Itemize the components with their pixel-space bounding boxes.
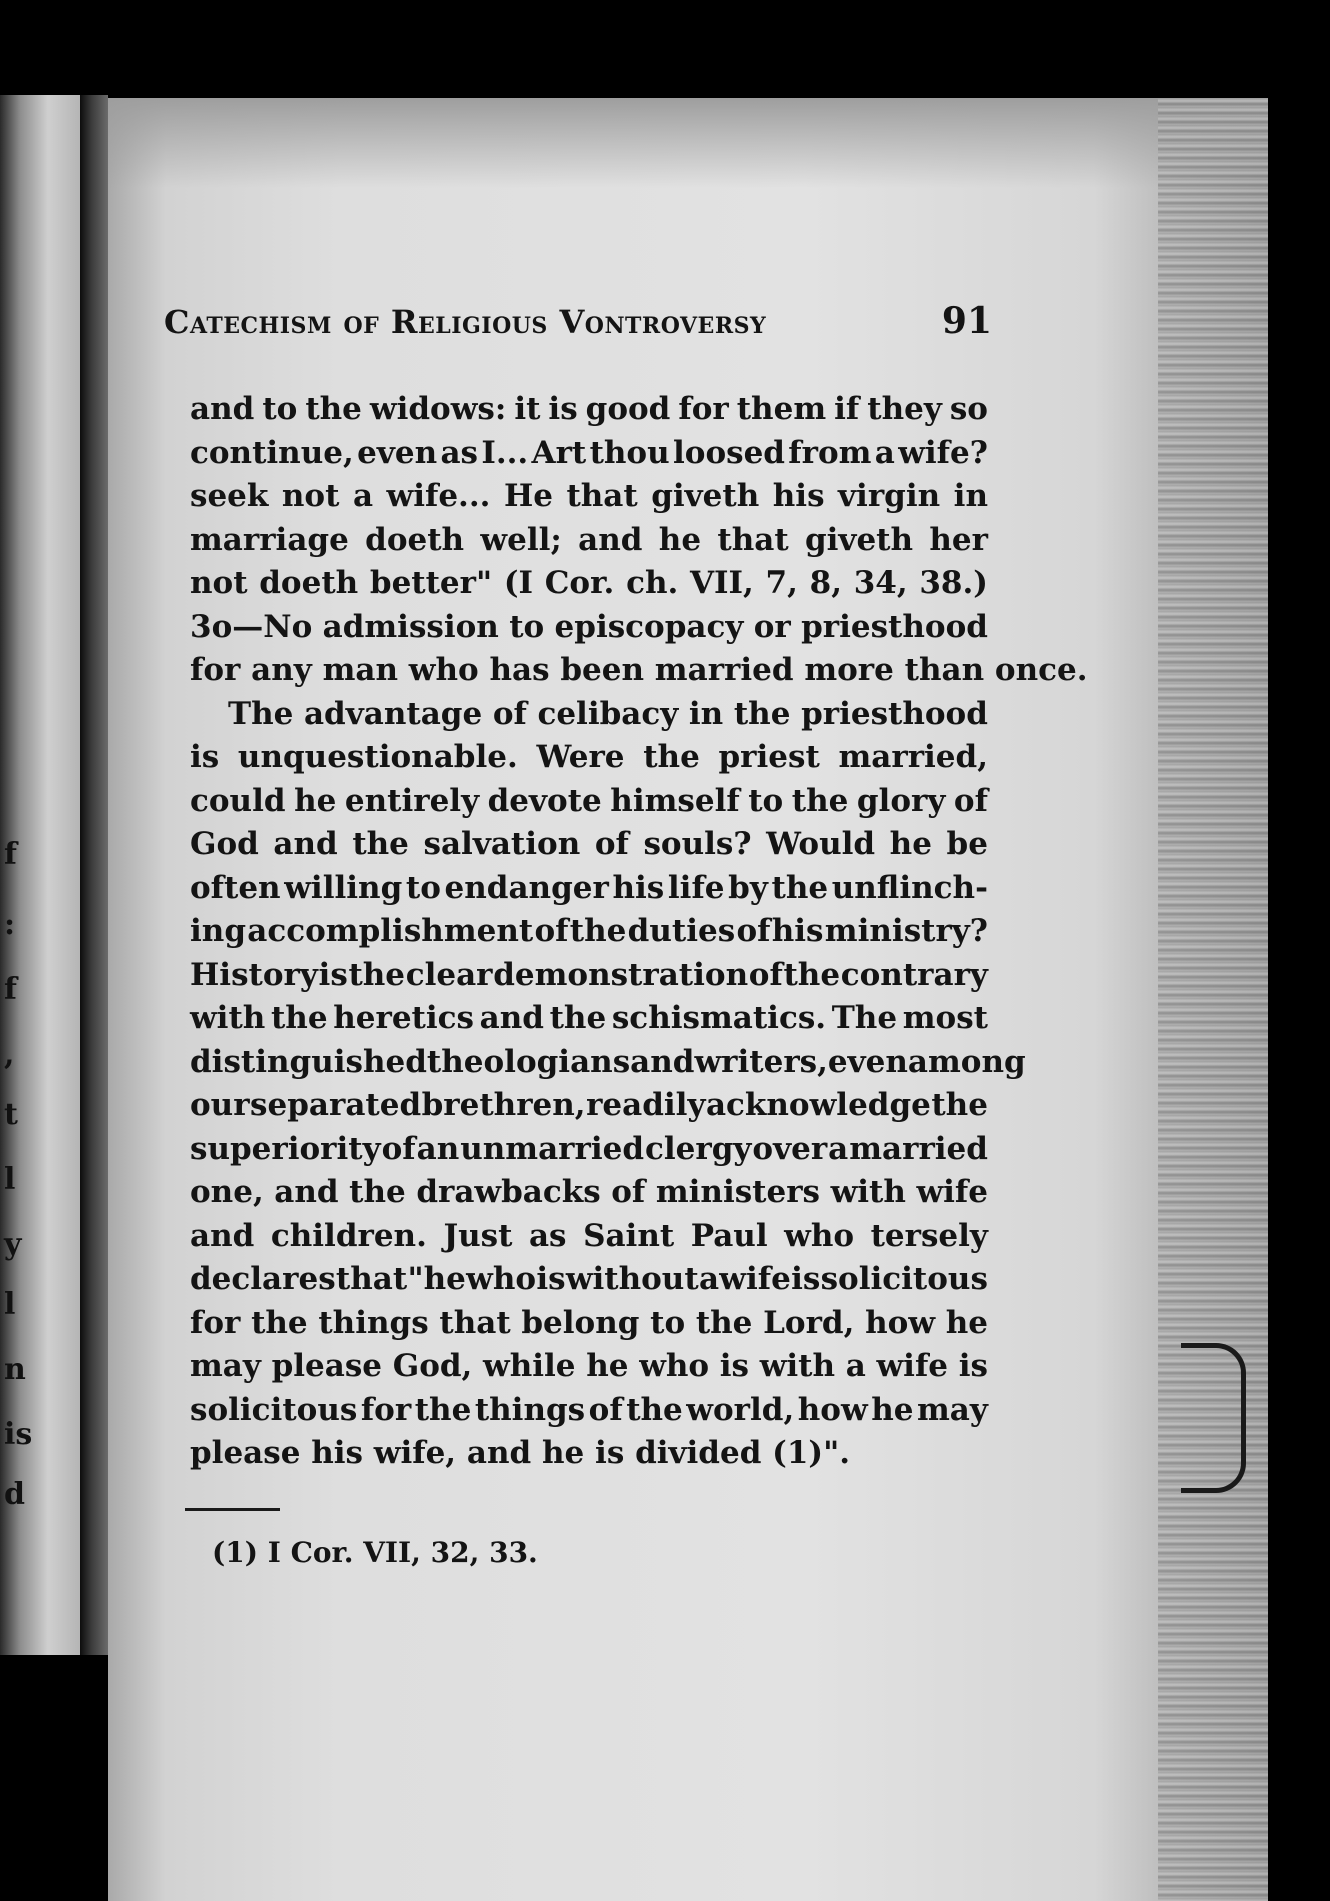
word: with: [830, 1174, 906, 1210]
left-page-letter: f: [4, 837, 17, 872]
word: 7,: [765, 565, 798, 601]
word: he: [871, 1391, 914, 1428]
word: souls?: [643, 826, 752, 862]
word: ch.: [626, 565, 679, 601]
word: Paul: [690, 1217, 768, 1254]
text-line: [190, 1258, 988, 1302]
word: writers,: [694, 1043, 828, 1080]
word: in: [953, 478, 988, 514]
word: entirely: [344, 782, 480, 819]
word: often: [190, 869, 281, 906]
word: and: [479, 1000, 544, 1036]
text-line: [190, 1302, 988, 1346]
word: to: [262, 391, 298, 427]
word: of: [736, 913, 771, 949]
word: willing: [284, 869, 403, 906]
word: readily: [586, 1087, 706, 1123]
word: priesthood: [801, 695, 988, 732]
left-page-letter: ,: [4, 1037, 15, 1072]
word: wife: [876, 1348, 949, 1384]
word: they: [867, 391, 942, 427]
word: who: [639, 1348, 710, 1384]
word: solicitous: [190, 1391, 358, 1428]
word: is: [190, 739, 220, 775]
word: devote: [487, 782, 602, 819]
text-line: [190, 910, 988, 954]
word: that: [439, 1304, 511, 1341]
left-page-letter: t: [4, 1097, 18, 1132]
word: the: [270, 1000, 328, 1036]
word: with: [759, 1348, 836, 1384]
word: thou: [589, 434, 670, 471]
word: how: [797, 1391, 868, 1428]
text-line: [190, 388, 988, 432]
word: of: [953, 782, 988, 819]
text-line: [190, 432, 988, 476]
word: things: [318, 1304, 429, 1341]
word: unquestionable.: [237, 739, 518, 775]
word: for: [360, 1391, 412, 1428]
word: so: [949, 391, 988, 427]
word: or: [753, 608, 791, 645]
text-line: [190, 562, 988, 606]
footnote-rule: [185, 1508, 280, 1511]
word: he: [889, 826, 932, 862]
page-number: 91: [941, 300, 992, 342]
word: giveth: [651, 478, 760, 514]
word: and: [274, 1174, 339, 1210]
text-line: [190, 1345, 988, 1389]
word: priesthood: [801, 608, 988, 645]
text-line: [190, 1041, 1026, 1085]
text-line: [190, 693, 988, 737]
word: the: [931, 1087, 988, 1123]
word: heretics: [333, 1000, 474, 1036]
word: virgin: [838, 478, 941, 514]
word: who: [466, 1261, 537, 1297]
word: he: [294, 782, 337, 819]
paragraph-1: [190, 388, 1088, 693]
left-page-letter: :: [4, 907, 16, 942]
word: his: [771, 913, 824, 949]
word: a: [352, 478, 374, 514]
word: I...: [481, 434, 529, 471]
word: continue,: [190, 434, 354, 471]
word: most: [902, 1000, 988, 1036]
word: to: [748, 782, 784, 819]
word: be: [946, 826, 988, 862]
word: Just: [443, 1217, 513, 1254]
word: of: [748, 956, 783, 993]
word: married: [849, 1130, 988, 1167]
word: Cor.: [544, 565, 615, 601]
word: without: [565, 1261, 699, 1297]
word: could: [190, 782, 286, 819]
word: loosed: [672, 434, 785, 471]
word: the: [626, 1391, 683, 1428]
word: from: [788, 434, 872, 471]
word: the: [643, 739, 700, 775]
word: married,: [838, 739, 988, 775]
word: unmarried: [460, 1130, 645, 1167]
word: is: [958, 1348, 988, 1384]
left-page-letter: n: [4, 1352, 26, 1387]
word: doeth: [365, 521, 465, 558]
word: solicitous: [820, 1261, 988, 1297]
word: clergy: [645, 1130, 752, 1167]
paragraph-2: [190, 693, 1026, 1476]
text-line: [190, 997, 988, 1041]
word: by: [728, 869, 768, 906]
word: The: [228, 695, 294, 732]
word: to: [405, 869, 441, 906]
word: of: [588, 1391, 623, 1428]
line-text: please his wife, and he is divided (1)".: [190, 1435, 851, 1471]
word: wife: [719, 1261, 791, 1297]
word: an: [416, 1130, 460, 1167]
text-line: [190, 780, 988, 824]
text-line: [190, 736, 988, 780]
word: please: [271, 1348, 383, 1384]
left-page-letter: l: [4, 1287, 16, 1322]
footnote: (1) I Cor. VII, 32, 33.: [212, 1536, 538, 1569]
line-text: for any man who has been married more than once.: [190, 652, 1088, 688]
text-line: [190, 1389, 988, 1433]
left-page-letter: is: [4, 1417, 33, 1452]
word: the: [251, 1304, 308, 1341]
word: may: [916, 1391, 988, 1428]
text-line: [190, 1084, 988, 1128]
left-page-letter: l: [4, 1162, 16, 1197]
word: VII,: [689, 565, 754, 601]
word: the: [352, 826, 409, 862]
text-line: [190, 1432, 988, 1476]
word: 38.): [919, 565, 988, 601]
word: life: [667, 869, 725, 906]
word: of: [611, 1174, 646, 1210]
word: is: [536, 1261, 566, 1297]
word: is: [318, 956, 348, 993]
word: glory: [856, 782, 946, 819]
word: the: [791, 782, 849, 819]
word: things: [474, 1391, 586, 1428]
word: a: [874, 434, 895, 471]
word: acknowledge: [705, 1087, 931, 1123]
word: 3o—No: [190, 608, 313, 645]
word: separated: [250, 1087, 422, 1123]
word: a: [845, 1348, 866, 1384]
word: is: [791, 1261, 821, 1297]
word: the: [549, 1000, 607, 1036]
word: schismatics.: [611, 1000, 827, 1036]
word: 8,: [809, 565, 842, 601]
word: the: [349, 1174, 406, 1210]
word: demonstration: [493, 956, 749, 993]
word: one,: [190, 1174, 264, 1210]
word: as: [440, 434, 478, 471]
word: Art: [531, 434, 587, 471]
word: widows:: [369, 391, 507, 427]
word: accomplishment: [247, 913, 534, 949]
word: not: [190, 565, 248, 601]
word: that: [717, 521, 789, 558]
word: while: [483, 1348, 576, 1384]
word: to: [650, 1304, 686, 1341]
word: "he: [407, 1261, 466, 1297]
book-gutter: [80, 95, 108, 1655]
word: of: [534, 913, 569, 949]
word: better": [369, 565, 493, 601]
word: as: [528, 1217, 567, 1254]
word: The: [831, 1000, 898, 1036]
text-line: [190, 606, 988, 650]
word: with: [190, 1000, 266, 1036]
word: wife: [916, 1174, 988, 1210]
page-header: [164, 300, 992, 342]
word: to: [509, 608, 545, 645]
word: ministers: [655, 1174, 821, 1210]
word: is: [548, 391, 578, 427]
word: advantage: [303, 695, 483, 732]
word: the: [414, 1391, 472, 1428]
word: her: [929, 521, 988, 558]
word: of: [594, 826, 629, 862]
word: salvation: [423, 826, 581, 862]
word: them: [736, 391, 827, 427]
word: giveth: [804, 521, 914, 558]
word: who: [784, 1217, 855, 1254]
word: wife...: [386, 478, 491, 514]
word: seek: [190, 478, 269, 514]
word: tersely: [870, 1217, 988, 1254]
word: brethren,: [421, 1087, 586, 1123]
left-page-letter: f: [4, 972, 17, 1007]
word: distinguished: [190, 1043, 427, 1080]
word: a: [828, 1130, 849, 1167]
word: declares: [190, 1261, 336, 1297]
text-line: [190, 1171, 988, 1215]
word: Would: [766, 826, 876, 862]
word: Lord,: [763, 1304, 855, 1341]
word: of: [381, 1130, 416, 1167]
word: and: [578, 521, 643, 558]
word: doeth: [259, 565, 359, 601]
word: Saint: [583, 1217, 675, 1254]
word: how: [865, 1304, 936, 1341]
word: himself: [610, 782, 740, 819]
word: contrary: [840, 956, 988, 993]
word: even: [357, 434, 438, 471]
word: among: [907, 1043, 1026, 1080]
word: drawbacks: [416, 1174, 601, 1210]
body-text: [190, 388, 1088, 1476]
word: a: [698, 1261, 720, 1297]
word: children.: [270, 1217, 427, 1254]
word: for: [678, 391, 729, 427]
word: belong: [521, 1304, 640, 1341]
word: endanger: [444, 869, 609, 906]
word: God: [190, 826, 259, 862]
word: of: [492, 695, 527, 732]
word: He: [503, 478, 553, 514]
word: he: [586, 1348, 629, 1384]
left-page-letter: y: [4, 1227, 22, 1262]
text-line: [190, 475, 988, 519]
word: admission: [322, 608, 499, 645]
word: ing: [190, 913, 246, 949]
word: priest: [718, 739, 820, 775]
word: over: [752, 1130, 828, 1167]
word: Were: [536, 739, 625, 775]
text-line: [190, 823, 988, 867]
word: wife?: [898, 434, 988, 471]
word: God,: [392, 1348, 473, 1384]
word: the: [305, 391, 362, 427]
word: the: [733, 695, 791, 732]
word: the: [569, 913, 627, 949]
word: is: [719, 1348, 750, 1384]
word: that: [335, 1261, 408, 1297]
word: our: [190, 1087, 250, 1123]
word: for: [190, 1304, 241, 1341]
word: the: [783, 956, 841, 993]
word: and: [190, 391, 255, 427]
word: and: [273, 826, 338, 862]
word: good: [585, 391, 671, 427]
word: may: [190, 1348, 261, 1384]
word: not: [281, 478, 340, 514]
word: the: [695, 1304, 753, 1341]
word: clear: [405, 956, 493, 993]
word: and: [190, 1217, 255, 1254]
word: marriage: [190, 521, 349, 558]
word: ministry?: [824, 913, 988, 949]
word: well;: [480, 521, 562, 558]
text-line: [190, 867, 988, 911]
word: even: [827, 1043, 908, 1080]
word: (I: [503, 565, 534, 601]
page-clip: [1181, 1343, 1246, 1493]
word: that: [566, 478, 638, 514]
word: his: [772, 478, 825, 514]
page-edge-stack: [1158, 98, 1268, 1901]
page-top-shadow: [108, 98, 1268, 188]
word: if: [834, 391, 860, 427]
word: he: [658, 521, 702, 558]
text-line: [190, 649, 1088, 693]
word: in: [688, 695, 724, 732]
text-line: [190, 1128, 988, 1172]
left-page-fragment: [0, 95, 80, 1655]
word: world,: [686, 1391, 795, 1428]
word: he: [945, 1304, 988, 1341]
word: theologians: [426, 1043, 631, 1080]
word: superiority: [190, 1130, 381, 1167]
word: History: [190, 956, 318, 993]
word: duties: [627, 913, 736, 949]
word: celibacy: [537, 695, 679, 732]
word: unflinch-: [831, 869, 988, 906]
word: the: [771, 869, 829, 906]
word: episcopacy: [554, 608, 744, 645]
word: his: [612, 869, 665, 906]
word: 34,: [853, 565, 908, 601]
text-line: [190, 1215, 988, 1259]
word: and: [630, 1043, 695, 1080]
text-line: [190, 954, 988, 998]
word: it: [514, 391, 541, 427]
left-page-letter: d: [4, 1477, 25, 1512]
running-head: Catechism of Religious Vontroversy: [164, 303, 767, 341]
word: the: [348, 956, 406, 993]
text-line: [190, 519, 988, 563]
